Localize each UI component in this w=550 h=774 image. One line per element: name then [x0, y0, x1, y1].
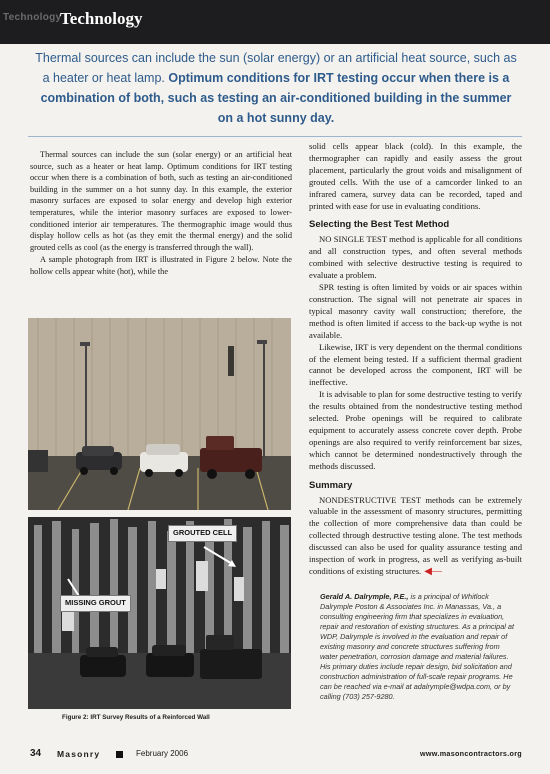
body-paragraph: A sample photograph from IRT is illustrated in Figure 2 below. Note the hollow cells appear white (hot), while the	[30, 255, 292, 276]
page-number: 34	[30, 748, 42, 759]
pull-quote-bold: Optimum conditions for IRT testing occur when there is a combination of both, such as testing an air-conditioned building in the summer on a hot sunny day.	[40, 71, 512, 125]
body-paragraph: SPR testing is often limited by voids or air spaces within construction. The signal will not penetrate air spaces in typical masonry cavity wall construction; therefore, the method is often limited if access to the back-up wythe is not available.	[309, 282, 522, 340]
figure-caption: Figure 2: IRT Survey Results of a Reinforced Wall	[62, 714, 210, 721]
section-title: Technology	[60, 9, 143, 28]
figure-photo-visible	[28, 318, 291, 510]
website-url: www.masoncontractors.org	[420, 749, 522, 758]
body-paragraph: It is advisable to plan for some destructive testing to verify the results obtained from the nondestructive testing method selected. Probe openings will be required to calibrate equipment to accurately assess concrete cover depth. Probe openings are also required to verify reinforcement bar sizes, which cannot be determined nondestructively through the methods discussed.	[309, 389, 522, 471]
callout-missing-grout: MISSING GROUT	[60, 595, 131, 612]
figure-photo-thermal	[28, 517, 291, 709]
pull-quote-divider	[28, 136, 522, 137]
pull-quote-normal: Thermal sources can include the sun (solar energy) or an artificial heat source, such as a heater or heat lamp.	[35, 51, 517, 85]
section-heading-summary: Summary	[309, 479, 353, 491]
author-bio	[320, 592, 516, 702]
author-bio-text: is a principal of Whitlock Dalrymple Poston & Associates Inc. in Manassas, Va., a consulting engineering firm that specializes in evaluation, repair and restoration of existing structures. As a principal at WDP, Dalrymple is involved in the evaluation and repair of existing masonry and concrete structures suffering from water penetration, corrosion damage and material failures. His primary duties include repair design, bid solicitation and construction administration of full-scale repair programs. He can be reached via e-mail at adalrymple@wdpa.com, or by calling (703) 257-9280.	[320, 592, 515, 701]
body-paragraph: Likewise, IRT is very dependent on the thermal conditions of the element being tested. If a sufficient thermal gradient cannot be developed across the component, IRT will be ineffective.	[309, 341, 522, 388]
end-mark-arrow-icon: ◀—	[424, 566, 442, 577]
body-paragraph: NO SINGLE TEST method is applicable for all conditions and all construction types, and often several methods combined with selective destructive testing is required to evaluate a problem.	[309, 234, 522, 281]
magazine-name: Masonry	[57, 749, 101, 759]
body-paragraph	[309, 495, 522, 578]
footer-square-icon	[116, 751, 123, 758]
callout-grouted-cell: GROUTED CELL	[168, 525, 237, 542]
author-name: Gerald A. Dalrymple, P.E.,	[320, 592, 409, 601]
pull-quote	[34, 48, 518, 128]
section-header-bar	[0, 0, 550, 44]
body-paragraph: Thermal sources can include the sun (solar energy) or an artificial heat source, such as a heater or heat lamp. Optimum conditions for IRT testing occur when there is a combination of both, such as testing an air-conditioned building in the summer on a hot sunny day. In this example, the exterior masonry surfaces are exposed to solar energy and develop high exterior temperatures, while the interior masonry surfaces are exposed to lower-conditioned interior air temperatures. The thermographic image would thus display hollow cells as hot (as they emit the thermal energy) and the solid grouted cells as cool (as the energy is transferred through the wall).	[30, 150, 292, 252]
section-heading-selecting: Selecting the Best Test Method	[309, 219, 450, 231]
issue-date: February 2006	[136, 749, 189, 758]
article-left-column	[30, 149, 292, 278]
parking-lot-photo	[28, 318, 291, 510]
article-right-column	[309, 141, 522, 578]
body-paragraph: solid cells appear black (cold). In this example, the thermographer can rapidly and easily assess the grout placement, particularly the grout voids and misalignment of grouted cells. With the use of a camcorder linked to an infrared camera, survey data can be recorded, taped and printed with ease for use in evaluating conditions.	[309, 141, 522, 211]
page-footer	[30, 748, 522, 762]
section-label-small: Technology	[3, 12, 62, 23]
thermal-image	[28, 517, 291, 709]
summary-text: NONDESTRUCTIVE TEST methods can be extremely valuable in the assessment of masonry structures, permitting the collection of more comprehensive data than could be collected through destructive testing alone. The test methods discussed can also be used for quality assurance testing and inspection of work in progress, as well as verifying as-built conditions of existing structures.	[309, 494, 522, 576]
